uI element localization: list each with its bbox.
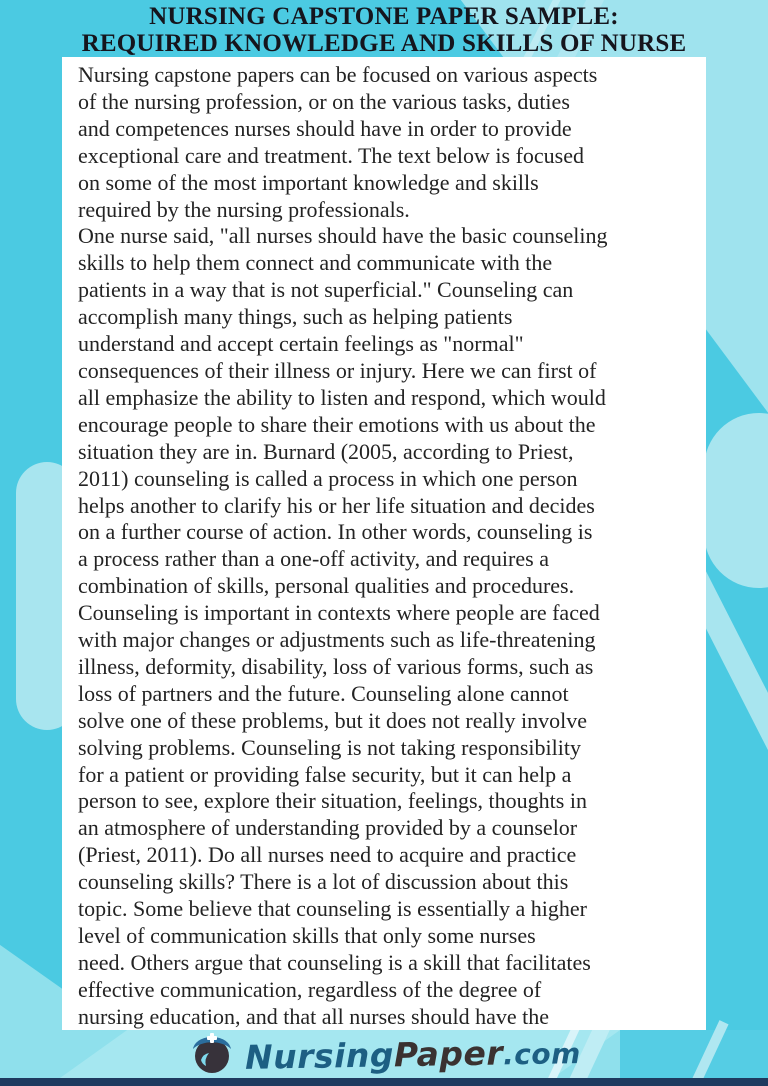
body-line: encourage people to share their emotions with us about the xyxy=(78,411,596,437)
brand-nursing-text: Nursing xyxy=(244,1034,395,1077)
brand-dotcom-text: .com xyxy=(502,1036,582,1071)
body-line: counseling skills? There is a lot of discussion about this xyxy=(78,869,569,895)
body-line: person to see, explore their situation, feelings, thoughts in xyxy=(78,788,587,814)
body-line: One nurse said, "all nurses should have the basic counseling xyxy=(78,223,608,249)
body-line: 2011) counseling is called a process in which one person xyxy=(78,465,578,491)
body-line: situation they are in. Burnard (2005, according to Priest, xyxy=(78,438,574,464)
body-line: a process rather than a one-off activity, and requires a xyxy=(78,546,549,572)
body-line: Counseling is important in contexts where people are faced xyxy=(78,600,600,626)
body-line: of the nursing profession, or on the various tasks, duties xyxy=(78,88,570,114)
body-line: need. Others argue that counseling is a skill that facilitates xyxy=(78,949,591,975)
body-line: solving problems. Counseling is not taking responsibility xyxy=(78,734,581,760)
page-title-line1: NURSING CAPSTONE PAPER SAMPLE: xyxy=(149,3,619,30)
body-line: solve one of these problems, but it does not really involve xyxy=(78,707,587,733)
brand-wordmark xyxy=(245,1032,581,1077)
body-line: level of communication skills that only some nurses xyxy=(78,923,536,948)
body-line: understand and accept certain feelings as "normal" xyxy=(78,331,524,357)
brand-logo xyxy=(0,1030,768,1078)
body-line: exceptional care and treatment. The text below is focused xyxy=(78,142,584,168)
page-title-line2: REQUIRED KNOWLEDGE AND SKILLS OF NURSE xyxy=(81,30,687,57)
body-line: all emphasize the ability to listen and respond, which would xyxy=(78,384,606,410)
body-line: combination of skills, personal qualities and procedures. xyxy=(78,573,575,599)
body-line: and competences nurses should have in order to provide xyxy=(78,115,572,141)
body-line: (Priest, 2011). Do all nurses need to acquire and practice xyxy=(78,842,577,868)
body-line: consequences of their illness or injury. Here we can first of xyxy=(78,357,597,383)
body-line: illness, deformity, disability, loss of various forms, such as xyxy=(78,653,594,679)
body-line: helps another to clarify his or her life situation and decides xyxy=(78,492,595,518)
body-line: Nursing capstone papers can be focused on various aspects xyxy=(78,62,598,87)
body-line: patients in a way that is not superficial." Counseling can xyxy=(78,277,574,303)
body-line: loss of partners and the future. Counseling alone cannot xyxy=(78,680,569,706)
body-line: required by the nursing professionals. xyxy=(78,196,410,222)
body-line: for a patient or providing false security, but it can help a xyxy=(78,761,572,787)
body-line: on some of the most important knowledge and skills xyxy=(78,169,539,195)
body-line: nursing education, and that all nurses should have the xyxy=(78,1003,550,1029)
decor-rounded-blob-right xyxy=(704,413,768,588)
body-line: on a further course of action. In other words, counseling is xyxy=(78,519,593,545)
bottom-bar xyxy=(0,1078,768,1086)
nurse-avatar-icon xyxy=(187,1027,237,1077)
body-line: effective communication, regardless of the degree of xyxy=(78,976,542,1002)
brand-paper-text: Paper xyxy=(393,1032,504,1074)
body-line: with major changes or adjustments such as life-threatening xyxy=(78,627,596,653)
content-card xyxy=(62,57,706,1030)
body-line: topic. Some believe that counseling is essentially a higher xyxy=(78,896,587,922)
body-line: an atmosphere of understanding provided by a counselor xyxy=(78,815,578,841)
page-title xyxy=(0,3,768,57)
body-text xyxy=(78,62,698,1031)
body-line: skills to help them connect and communicate with the xyxy=(78,250,553,276)
body-line: accomplish many things, such as helping patients xyxy=(78,304,513,330)
